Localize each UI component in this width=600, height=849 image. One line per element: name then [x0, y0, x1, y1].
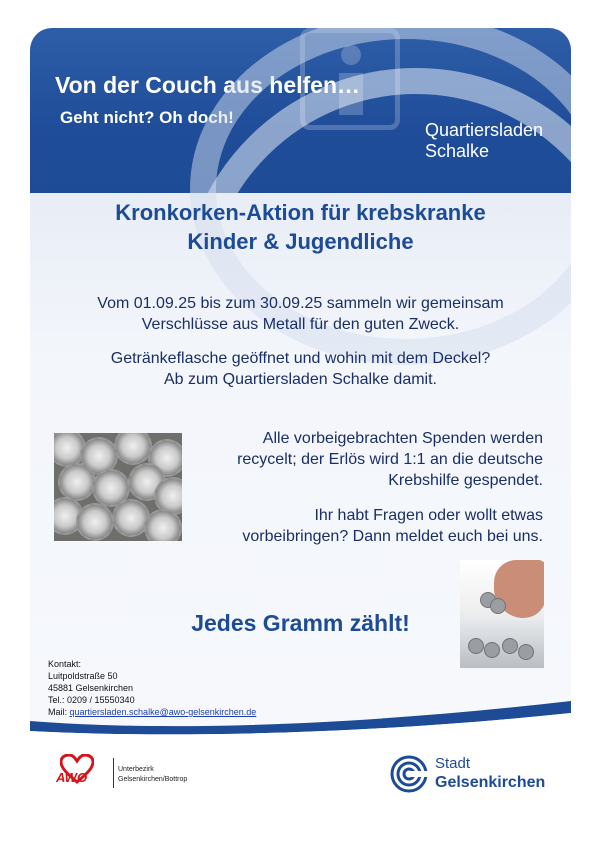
city-name-line1: Stadt [435, 755, 471, 772]
contact-phone: Tel.: 0209 / 15550340 [48, 695, 135, 705]
footer-wave-band [30, 693, 571, 743]
contact-street: Luitpoldstraße 50 [48, 671, 118, 681]
city-logo-icon [390, 755, 428, 793]
contact-mail-label: Mail: [48, 707, 70, 717]
contact-invite-line1: Ihr habt Fragen oder wollt etwas [314, 507, 543, 524]
intro-line1: Vom 01.09.25 bis zum 30.09.25 sammeln wir gemeinsam [97, 295, 504, 312]
awo-subtitle-line1: Unterbezirk [118, 766, 154, 773]
poster [30, 28, 571, 818]
city-name-line2: Gelsenkirchen [435, 774, 546, 791]
contact-invite-line2: vorbeibringen? Dann meldet euch bei uns. [242, 528, 543, 545]
awo-subtitle-line2: Gelsenkirchen/Bottrop [118, 776, 188, 783]
headline: Von der Couch aus helfen… [55, 72, 360, 98]
contact-city: 45881 Gelsenkirchen [48, 683, 134, 693]
bottle-caps-photo [54, 433, 182, 541]
donation-line2: recycelt; der Erlös wird 1:1 an die deutsche [237, 451, 543, 468]
donation-line3: Krebshilfe gespendet. [388, 472, 543, 489]
donation-line1: Alle vorbeigebrachten Spenden werden [262, 430, 543, 447]
brand-name-line2: Schalke [425, 141, 490, 161]
question-line1: Getränkeflasche geöffnet und wohin mit dem Deckel? [110, 350, 491, 367]
slogan: Jedes Gramm zählt! [191, 610, 410, 636]
subline: Geht nicht? Oh doch! [60, 108, 234, 127]
title-line1: Kronkorken-Aktion für krebskranke [115, 200, 486, 225]
contact-heading: Kontakt: [48, 659, 82, 669]
contact-mail-link[interactable]: quartiersladen.schalke@awo-gelsenkirchen.de [69, 707, 257, 717]
intro-line2: Verschlüsse aus Metall für den guten Zweck. [141, 316, 460, 333]
awo-divider [113, 758, 114, 788]
question-line2: Ab zum Quartiersladen Schalke damit. [163, 371, 437, 388]
brand-name-line1: Quartiersladen [425, 120, 544, 140]
title-line2: Kinder & Jugendliche [187, 229, 414, 254]
awo-logo-text: AWO [56, 770, 88, 785]
